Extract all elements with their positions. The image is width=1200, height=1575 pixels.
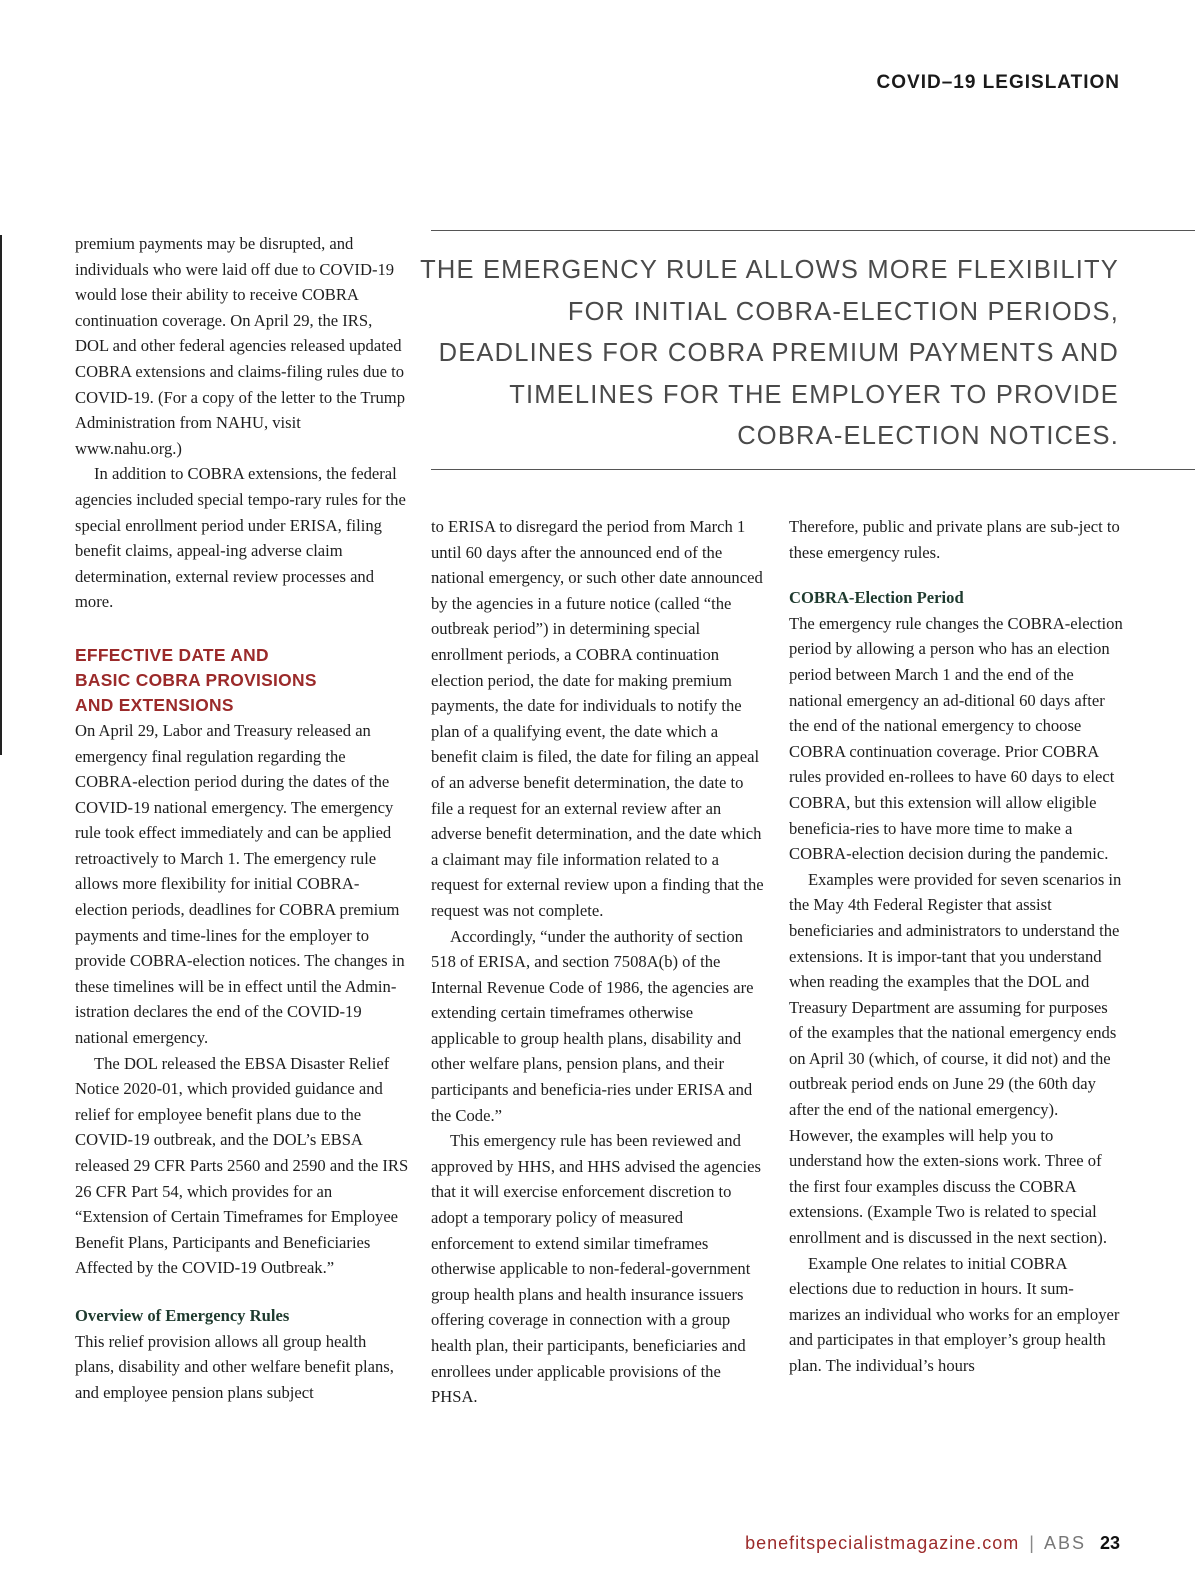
col3-paragraph-3: Examples were provided for seven scenarios in the May 4th Federal Register that assist beneficiaries and administrators to understand the extensions. It is impor-tant that you understand when reading the examples that the DOL and Treasury Department are assuming for purposes of the examples that the national emergency ends on April 30 (which, of course, it did not) and the outbreak period ends on June 29 (the 60th day after the end of the national emergency). However, the examples will help you to understand how the exten-sions work. Three of the first four examples discuss the COBRA extensions. (Example Two is related to special enrollment and is discussed in the next section).	[789, 869, 1122, 1248]
footer-publication: ABS	[1043, 1533, 1086, 1553]
heading-line: EFFECTIVE DATE AND	[75, 644, 269, 665]
pull-quote	[420, 230, 1195, 470]
col2-paragraph-3: This emergency rule has been reviewed and approved by HHS, and HHS advised the agencies that it will exercise enforcement discretion to adopt a temporary policy of measured enforcement to extend similar timeframes otherwise applicable to non-federal-government group health plans and health insurance issuers offering coverage in connection with a group health plan, their participants, beneficiaries and enrollees under applicable provisions of the PHSA.	[431, 1131, 761, 1407]
column-3	[789, 514, 1123, 1379]
heading-line: BASIC COBRA PROVISIONS	[75, 669, 317, 690]
col1-paragraph-2: In addition to COBRA extensions, the federal agencies included special tempo-rary rules for the special enrollment period under ERISA, filing benefit claims, appeal-ing adverse claim determination, external review processes and more.	[75, 464, 406, 612]
heading-line: AND EXTENSIONS	[75, 694, 234, 715]
subheading-cobra-election-period: COBRA-Election Period	[789, 588, 964, 608]
col3-paragraph-1: Therefore, public and private plans are sub-ject to these emergency rules.	[789, 517, 1120, 562]
col2-paragraph-1: to ERISA to disregard the period from March 1 until 60 days after the announced end of the national emergency, or such other date announced by the agencies in a future notice (called “the outbreak period”) in determining special enrollment periods, a COBRA continuation election period, the date for making premium payments, the date for individuals to notify the plan of a qualifying event, the date which a benefit claim is filed, the date for filing an appeal of an adverse benefit determination, the date to file a request for an external review after an adverse benefit determination, and the date which a claimant may file information related to a request for external review upon a finding that the request was not complete.	[431, 517, 764, 920]
column-2	[431, 514, 765, 1410]
col2-paragraph-2: Accordingly, “under the authority of section 518 of ERISA, and section 7508A(b) of the Internal Revenue Code of 1986, the agencies are extending certain timeframes otherwise applicable to group health plans, disability and other welfare plans, pension plans, and their participants and beneficia-ries under ERISA and the Code.”	[431, 926, 754, 1125]
col3-paragraph-4: Example One relates to initial COBRA elections due to reduction in hours. It sum-marizes an individual who works for an employer and participates in that employer’s group health plan. The individual’s hours	[789, 1253, 1120, 1375]
footer-separator: |	[1029, 1533, 1034, 1553]
margin-rule	[0, 235, 2, 755]
section-header: COVID–19 LEGISLATION	[876, 72, 1120, 93]
section-heading-effective-date	[75, 643, 409, 718]
page-footer	[745, 1533, 1120, 1554]
col1-paragraph-3: On April 29, Labor and Treasury released an emergency final regulation regarding the COBRA-election period during the dates of the COVID-19 national emergency. The emergency rule took effect immediately and can be applied retroactively to March 1. The emergency rule allows more flexibility for initial COBRA-election periods, deadlines for COBRA premium payments and time-lines for the employer to provide COBRA-election notices. The changes in these timelines will be in effect until the Admin-istration declares the end of the COVID-19 national emergency.	[75, 720, 405, 1048]
subheading-overview: Overview of Emergency Rules	[75, 1305, 290, 1325]
footer-site-link[interactable]: benefitspecialistmagazine.com	[745, 1533, 1020, 1553]
col1-paragraph-5: This relief provision allows all group health plans, disability and other welfare benefit plans, and employee pension plans subject	[75, 1331, 394, 1402]
column-1	[75, 231, 409, 1405]
pull-quote-text: THE EMERGENCY RULE ALLOWS MORE FLEXIBILITY FOR INITIAL COBRA-ELECTION PERIODS, DEADLINES FOR COBRA PREMIUM PAYMENTS AND TIMELINES FOR THE EMPLOYER TO PROVIDE COBRA-ELECTION NOTICES.	[420, 256, 1119, 450]
col1-paragraph-1: premium payments may be disrupted, and individuals who were laid off due to COVID-19 would lose their ability to receive COBRA continuation coverage. On April 29, the IRS, DOL and other federal agencies released updated COBRA extensions and claims-filing rules due to COVID-19. (For a copy of the letter to the Trump Administration from NAHU, visit www.nahu.org.)	[75, 234, 405, 458]
page-number: 23	[1099, 1533, 1120, 1553]
col1-paragraph-4: The DOL released the EBSA Disaster Relief Notice 2020-01, which provided guidance and relief for employee benefit plans due to the COVID-19 outbreak, and the DOL’s EBSA released 29 CFR Parts 2560 and 2590 and the IRS 26 CFR Part 54, which provides for an “Extension of Certain Timeframes for Employee Benefit Plans, Participants and Beneficiaries Affected by the COVID-19 Outbreak.”	[75, 1053, 409, 1278]
col3-paragraph-2: The emergency rule changes the COBRA-election period by allowing a person who has an election period between March 1 and the end of the national emergency an ad-ditional 60 days after the end of the national emergency to choose COBRA continuation coverage. Prior COBRA rules provided en-rollees to have 60 days to elect COBRA, but this extension will allow eligible beneficia-ries to have more time to make a COBRA-election decision during the pandemic.	[789, 613, 1123, 864]
